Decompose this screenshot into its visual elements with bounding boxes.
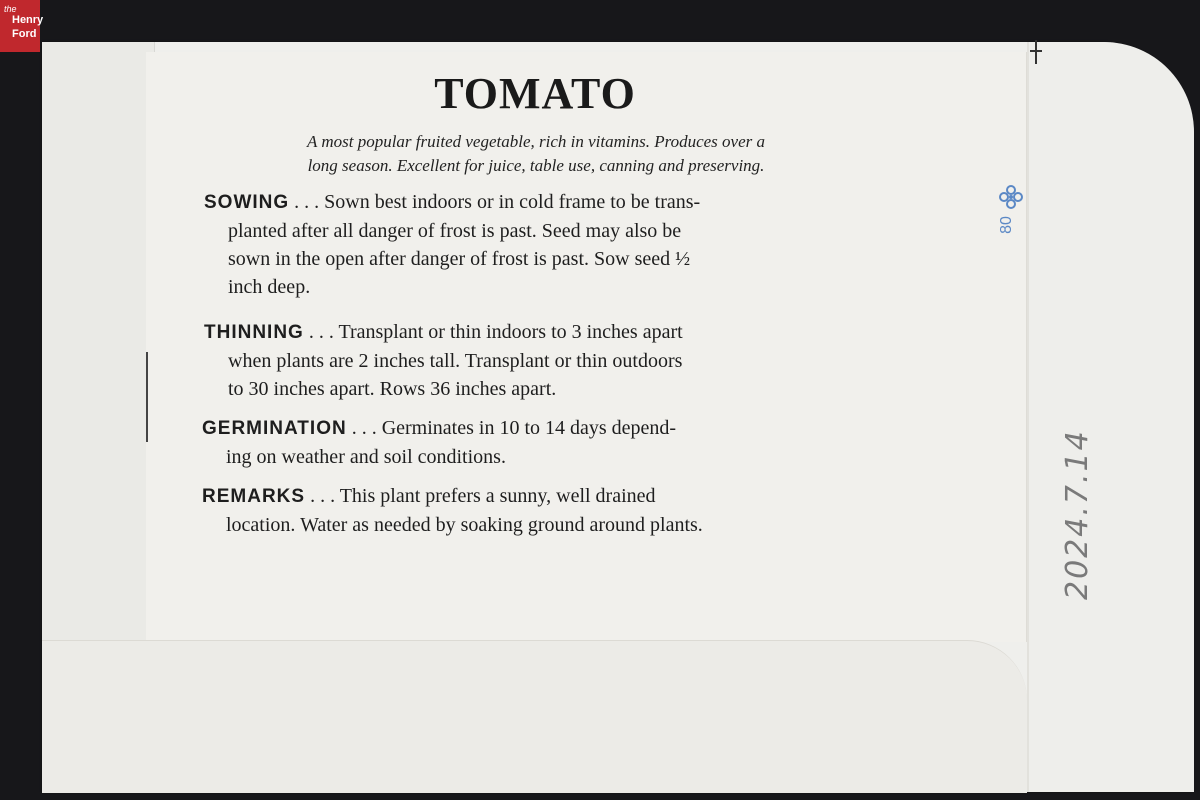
logo-the: the — [4, 4, 17, 14]
binding-mark — [146, 352, 148, 442]
flower-stamp-icon — [998, 184, 1024, 210]
accession-number: 2024.7.14 — [1060, 429, 1095, 600]
registration-mark — [1030, 40, 1042, 64]
packet-description — [236, 130, 836, 178]
section-line: inch deep. — [228, 276, 311, 298]
section-line: . . . Transplant or thin indoors to 3 inches apart — [303, 321, 683, 343]
henry-ford-logo — [0, 0, 44, 52]
envelope-right-flap — [1027, 42, 1194, 792]
section-heading: SOWING — [204, 192, 290, 213]
section-line: ing on weather and soil conditions. — [226, 446, 506, 468]
section-line: . . . This plant prefers a sunny, well drained — [305, 485, 656, 507]
section-thinning — [204, 318, 864, 403]
section-germination — [202, 414, 862, 471]
logo-henry: Henry — [12, 14, 44, 26]
section-remarks — [202, 482, 862, 539]
lot-stamp — [994, 182, 1030, 248]
section-heading: REMARKS — [202, 486, 306, 507]
lot-number: 80 — [998, 216, 1015, 234]
section-sowing — [204, 188, 864, 301]
section-line: location. Water as needed by soaking ground around plants. — [226, 514, 703, 536]
section-line: sown in the open after danger of frost is past. Sow seed ½ — [228, 248, 691, 270]
logo-ford: Ford — [12, 28, 37, 40]
section-line: to 30 inches apart. Rows 36 inches apart. — [228, 378, 557, 400]
description-line-1: A most popular fruited vegetable, rich in vitamins. Produces over a — [307, 132, 765, 151]
section-heading: GERMINATION — [202, 418, 347, 439]
section-line: planted after all danger of frost is past. Seed may also be — [228, 220, 682, 242]
section-line: . . . Germinates in 10 to 14 days depend- — [346, 417, 677, 439]
section-line: . . . Sown best indoors or in cold frame to be trans- — [289, 191, 701, 213]
envelope-bottom-flap — [42, 640, 1027, 793]
description-line-2: long season. Excellent for juice, table use, canning and preserving. — [307, 156, 765, 175]
section-line: when plants are 2 inches tall. Transplant or thin outdoors — [228, 350, 683, 372]
section-heading: THINNING — [204, 322, 304, 343]
packet-title: TOMATO — [434, 69, 636, 118]
